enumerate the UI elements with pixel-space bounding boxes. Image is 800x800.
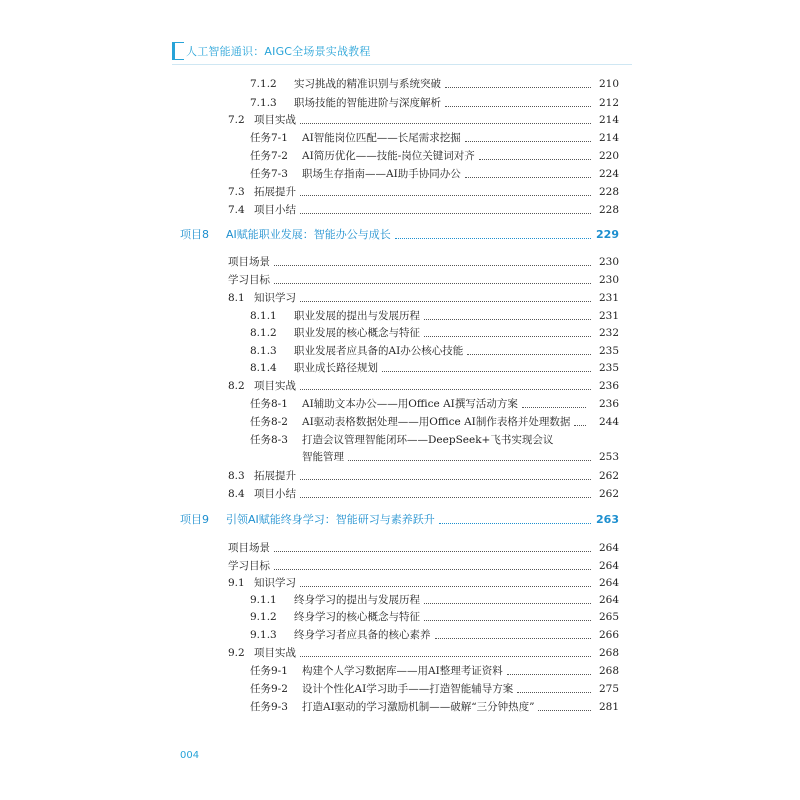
toc-entry-title: 职场生存指南——AI助手协同办公 [302, 168, 461, 180]
toc-entry-number: 9.1.3 [250, 629, 277, 641]
toc-entry[interactable] [0, 76, 800, 92]
dot-leader [274, 568, 591, 570]
toc-entry-body [250, 627, 595, 643]
toc-entry-body [228, 575, 595, 591]
dot-leader [395, 237, 591, 239]
toc-entry-continuation [0, 449, 800, 465]
toc-entry-page: 264 [598, 542, 619, 554]
toc-entry-title: 职业成长路径规划 [294, 362, 378, 374]
toc-entry-body [250, 663, 595, 679]
toc-entry-number: 任务8-3 [250, 434, 288, 446]
toc-entry-page: 264 [598, 594, 619, 606]
toc-entry[interactable] [0, 609, 800, 625]
toc-entry-title: 拓展提升 [254, 470, 296, 482]
toc-entry[interactable] [0, 540, 800, 556]
toc-entry-page: 235 [598, 345, 619, 357]
dot-leader [300, 300, 591, 302]
toc-entry-body [228, 254, 595, 270]
toc-chapter-entry[interactable] [0, 227, 800, 243]
toc-entry-body [250, 609, 595, 625]
dot-leader [467, 353, 591, 355]
toc-entry-page: 236 [598, 398, 619, 410]
toc-entry-body [250, 414, 590, 430]
dot-leader [300, 585, 591, 587]
toc-entry-title: AI驱动表格数据处理——用Office AI制作表格并处理数据 [302, 416, 571, 428]
toc-entry-title: 项目场景 [228, 256, 270, 268]
toc-entry-title: AI智能岗位匹配——长尾需求挖掘 [302, 132, 461, 144]
dot-leader [574, 424, 586, 426]
toc-entry-body [250, 592, 595, 608]
toc-entry-number: 任务9-1 [250, 665, 288, 677]
toc-entry-number: 9.1.1 [250, 594, 277, 606]
toc-entry-page: 265 [598, 611, 619, 623]
toc-entry-number: 8.1.2 [250, 327, 277, 339]
toc-entry-page: 235 [598, 362, 619, 374]
toc-entry-number: 任务7-2 [250, 150, 288, 162]
toc-entry-number: 8.4 [228, 488, 245, 500]
toc-entry-title: 打造会议管理智能闭环——DeepSeek+飞书实现会议 [302, 434, 554, 446]
dot-leader [382, 370, 591, 372]
dot-leader [300, 655, 591, 657]
toc-entry[interactable] [0, 202, 800, 218]
toc-entry[interactable] [0, 308, 800, 324]
dot-leader [538, 709, 591, 711]
dot-leader [274, 282, 591, 284]
toc-entry-title: AI赋能职业发展：智能办公与成长 [226, 228, 391, 241]
toc-entry[interactable] [0, 432, 800, 448]
toc-entry-page: 253 [598, 451, 619, 463]
dot-leader [424, 619, 591, 621]
toc-entry-page: 224 [598, 168, 619, 180]
toc-entry-page: 268 [598, 647, 619, 659]
toc-entry-body [250, 360, 595, 376]
toc-entry-number: 9.1.2 [250, 611, 277, 623]
toc-entry[interactable] [0, 95, 800, 111]
toc-entry-title: 项目小结 [254, 488, 296, 500]
dot-leader [300, 388, 591, 390]
toc-entry-number: 项目8 [180, 228, 209, 241]
toc-entry-page: 228 [598, 204, 619, 216]
toc-entry[interactable] [0, 468, 800, 484]
toc-entry-title: 终身学习的核心概念与特征 [294, 611, 420, 623]
toc-entry-page: 264 [598, 560, 619, 572]
toc-entry-body [228, 645, 595, 661]
dot-leader [479, 158, 591, 160]
toc-entry-title: 终身学习的提出与发展历程 [294, 594, 420, 606]
toc-entry-body [250, 699, 595, 715]
toc-entry-title: 职场技能的智能进阶与深度解析 [294, 97, 441, 109]
toc-entry-number: 7.4 [228, 204, 245, 216]
dot-leader [424, 335, 591, 337]
toc-entry-page: 214 [598, 114, 619, 126]
toc-entry-page: 244 [598, 416, 619, 428]
toc-entry-page: 230 [598, 274, 619, 286]
toc-entry-body [228, 540, 595, 556]
toc-entry-title: AI简历优化——技能-岗位关键词对齐 [302, 150, 475, 162]
toc-entry-title: 知识学习 [254, 292, 296, 304]
dot-leader [300, 194, 591, 196]
toc-entry-title: 拓展提升 [254, 186, 296, 198]
book-title: 人工智能通识：AIGC全场景实战教程 [186, 45, 371, 58]
toc-entry[interactable] [0, 414, 800, 430]
toc-entry-body [228, 378, 595, 394]
toc-entry[interactable] [0, 130, 800, 146]
toc-entry[interactable] [0, 396, 800, 412]
toc-entry-page: 230 [598, 256, 619, 268]
toc-entry-title-continued: 智能管理 [302, 451, 344, 463]
toc-entry[interactable] [0, 378, 800, 394]
dot-leader [465, 176, 591, 178]
toc-entry-body [250, 76, 595, 92]
toc-entry[interactable] [0, 148, 800, 164]
toc-entry-body [250, 396, 590, 412]
toc-entry-body [250, 308, 595, 324]
toc-entry-body [250, 148, 595, 164]
toc-entry-number: 8.3 [228, 470, 245, 482]
toc-entry-page: 231 [598, 310, 619, 322]
toc-entry-body [228, 558, 595, 574]
dot-leader [348, 459, 591, 461]
toc-entry-number: 8.2 [228, 380, 245, 392]
toc-entry[interactable] [0, 663, 800, 679]
toc-entry-page: 229 [596, 228, 619, 241]
toc-entry-page: 228 [598, 186, 619, 198]
toc-entry-body [250, 343, 595, 359]
toc-entry-title: 学习目标 [228, 274, 270, 286]
toc-entry[interactable] [0, 592, 800, 608]
toc-entry-title: 设计个性化AI学习助手——打造智能辅导方案 [302, 683, 514, 695]
toc-entry-number: 任务7-1 [250, 132, 288, 144]
toc-entry-body [250, 681, 595, 697]
toc-entry-title: 打造AI驱动的学习激励机制——破解“三分钟热度” [302, 701, 535, 713]
toc-entry[interactable] [0, 486, 800, 502]
toc-entry-body [250, 166, 595, 182]
toc-entry-body [250, 130, 595, 146]
toc-entry-page: 266 [598, 629, 619, 641]
toc-entry[interactable] [0, 290, 800, 306]
toc-entry-body [228, 112, 595, 128]
toc-entry-body [250, 325, 595, 341]
toc-entry[interactable] [0, 575, 800, 591]
toc-entry[interactable] [0, 112, 800, 128]
toc-entry-body [250, 95, 595, 111]
toc-entry-title: 终身学习者应具备的核心素养 [294, 629, 431, 641]
toc-entry-number: 9.2 [228, 647, 245, 659]
toc-entry[interactable] [0, 343, 800, 359]
toc-entry-title: 构建个人学习数据库——用AI整理考证资料 [302, 665, 503, 677]
dot-leader [300, 122, 591, 124]
toc-entry-page: 232 [598, 327, 619, 339]
dot-leader [435, 637, 592, 639]
toc-entry-body [228, 290, 595, 306]
toc-entry-number: 8.1.4 [250, 362, 277, 374]
toc-entry-body [180, 227, 595, 243]
toc-chapter-entry[interactable] [0, 512, 800, 528]
toc-entry-number: 任务8-1 [250, 398, 288, 410]
dot-leader [445, 86, 591, 88]
toc-entry-body [250, 432, 560, 448]
toc-entry-title: 项目场景 [228, 542, 270, 554]
toc-entry[interactable] [0, 681, 800, 697]
dot-leader [522, 406, 586, 408]
toc-entry-number: 8.1 [228, 292, 245, 304]
toc-entry-title: 实习挑战的精准识别与系统突破 [294, 78, 441, 90]
toc-entry-page: 268 [598, 665, 619, 677]
toc-entry-page: 210 [598, 78, 619, 90]
toc-entry-body [228, 468, 595, 484]
toc-entry-page: 264 [598, 577, 619, 589]
toc-continuation-body [302, 449, 595, 465]
toc-entry[interactable] [0, 360, 800, 376]
dot-leader [274, 264, 591, 266]
toc-entry[interactable] [0, 645, 800, 661]
toc-entry-number: 7.1.2 [250, 78, 277, 90]
dot-leader [300, 212, 591, 214]
toc-entry[interactable] [0, 558, 800, 574]
toc-entry-number: 7.1.3 [250, 97, 277, 109]
toc-entry-title: 项目实战 [254, 114, 296, 126]
toc-entry-page: 262 [598, 488, 619, 500]
toc-entry-page: 220 [598, 150, 619, 162]
dot-leader [424, 602, 591, 604]
toc-entry-title: 学习目标 [228, 560, 270, 572]
dot-leader [439, 522, 591, 524]
dot-leader [300, 496, 591, 498]
toc-entry-number: 9.1 [228, 577, 245, 589]
dot-leader [445, 105, 591, 107]
toc-entry-title: 职业发展者应具备的AI办公核心技能 [294, 345, 464, 357]
toc-entry-page: 212 [598, 97, 619, 109]
page-number: 004 [180, 750, 200, 761]
toc-entry-title: 职业发展的提出与发展历程 [294, 310, 420, 322]
toc-entry-title: 引领AI赋能终身学习：智能研习与素养跃升 [226, 513, 435, 526]
toc-entry[interactable] [0, 254, 800, 270]
toc-entry-title: 项目实战 [254, 380, 296, 392]
toc-entry-title: 项目实战 [254, 647, 296, 659]
toc-entry[interactable] [0, 272, 800, 288]
toc-entry-body [180, 512, 595, 528]
toc-entry[interactable] [0, 325, 800, 341]
dot-leader [424, 318, 591, 320]
toc-entry[interactable] [0, 699, 800, 715]
toc-entry-number: 7.2 [228, 114, 245, 126]
toc-entry-page: 275 [598, 683, 619, 695]
toc-entry-body [228, 184, 595, 200]
toc-entry[interactable] [0, 166, 800, 182]
toc-entry-number: 项目9 [180, 513, 209, 526]
toc-entry-number: 8.1.3 [250, 345, 277, 357]
toc-entry-body [228, 202, 595, 218]
toc-entry-page: 231 [598, 292, 619, 304]
toc-entry-title: 知识学习 [254, 577, 296, 589]
dot-leader [274, 550, 591, 552]
toc-entry-body [228, 486, 595, 502]
toc-entry-number: 任务9-3 [250, 701, 288, 713]
toc-entry-number: 任务8-2 [250, 416, 288, 428]
toc-entry-page: 262 [598, 470, 619, 482]
toc-entry-page: 281 [598, 701, 619, 713]
toc-entry-page: 263 [596, 513, 619, 526]
toc-entry-title: 职业发展的核心概念与特征 [294, 327, 420, 339]
toc-entry-number: 任务7-3 [250, 168, 288, 180]
dot-leader [465, 140, 591, 142]
toc-entry-title: 项目小结 [254, 204, 296, 216]
toc-entry-number: 7.3 [228, 186, 245, 198]
toc-entry-page: 236 [598, 380, 619, 392]
toc-entry-title: AI辅助文本办公——用Office AI撰写活动方案 [302, 398, 518, 410]
toc-entry-number: 任务9-2 [250, 683, 288, 695]
toc-entry[interactable] [0, 627, 800, 643]
dot-leader [507, 673, 591, 675]
dot-leader [517, 691, 591, 693]
toc-entry[interactable] [0, 184, 800, 200]
toc-entry-body [228, 272, 595, 288]
toc-entry-page: 214 [598, 132, 619, 144]
dot-leader [300, 478, 591, 480]
toc-entry-number: 8.1.1 [250, 310, 277, 322]
